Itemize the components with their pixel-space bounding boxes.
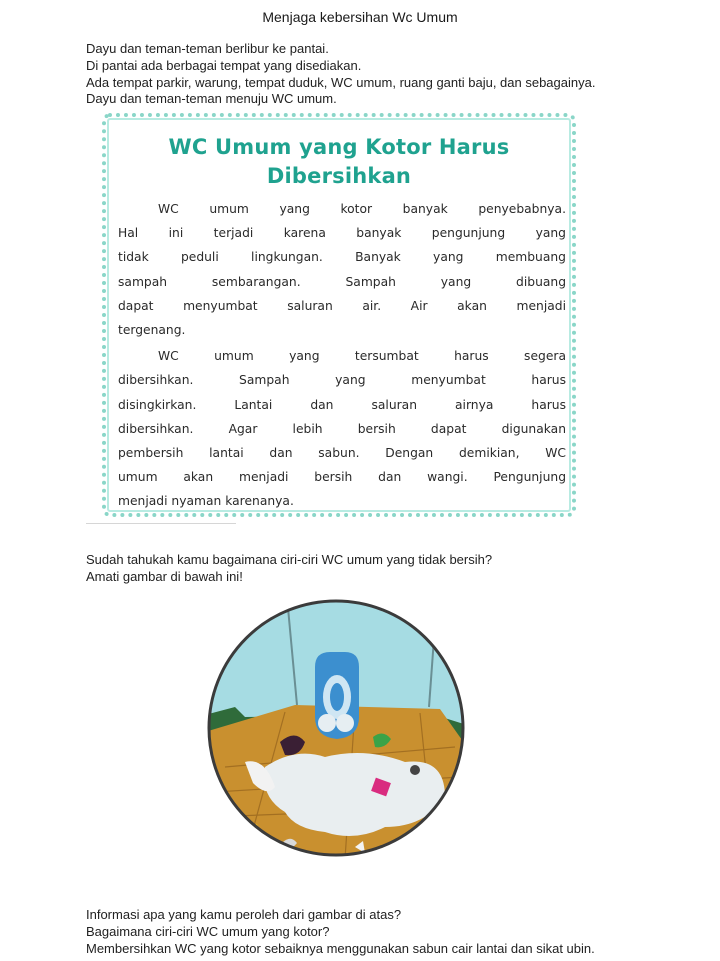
- reflection-paragraph: [86, 907, 595, 957]
- reading-line: menjadi nyaman karenanya.: [118, 494, 294, 509]
- reading-line: WC umum yang tersumbat harus segera: [158, 349, 566, 364]
- reflection-line: Informasi apa yang kamu peroleh dari gambar di atas?: [86, 907, 402, 922]
- reading-box-title-line: Dibersihkan: [266, 164, 412, 188]
- intro-line: Ada tempat parkir, warung, tempat duduk, WC umum, ruang ganti baju, dan sebagainya.: [86, 74, 596, 90]
- intro-paragraph: [86, 41, 595, 108]
- reading-line: tidak peduli lingkungan. Banyak yang membuang: [118, 250, 566, 265]
- reading-box-title: [106, 133, 572, 191]
- reflection-line: Bagaimana ciri-ciri WC umum yang kotor?: [86, 923, 330, 939]
- divider: [86, 523, 236, 524]
- instruction-line: Amati gambar di bawah ini!: [86, 568, 243, 584]
- reading-box: [102, 113, 576, 517]
- intro-line: Dayu dan teman-teman menuju WC umum.: [86, 91, 337, 107]
- intro-line: Dayu dan teman-teman berlibur ke pantai.: [86, 41, 329, 56]
- reading-line: WC umum yang kotor banyak penyebabnya.: [158, 202, 566, 216]
- reading-box-text: [118, 197, 566, 514]
- intro-line: Di pantai ada berbagai tempat yang disediakan.: [86, 57, 362, 73]
- reading-line: disingkirkan. Lantai dan saluran airnya harus: [118, 397, 566, 412]
- reading-line: umum akan menjadi bersih dan wangi. Pengunjung: [118, 470, 566, 485]
- reading-line: dapat menyumbat saluran air. Air akan menjadi: [118, 298, 566, 313]
- question-line: Sudah tahukah kamu bagaimana ciri-ciri WC umum yang tidak bersih?: [86, 552, 493, 567]
- reading-line: sampah sembarangan. Sampah yang dibuang: [118, 274, 566, 289]
- dirty-toilet-illustration: [205, 597, 467, 859]
- reading-line: tergenang.: [118, 323, 186, 338]
- reading-line: pembersih lantai dan sabun. Dengan demikian, WC: [118, 446, 566, 461]
- reading-line: dibersihkan. Sampah yang menyumbat harus: [118, 373, 566, 388]
- question-paragraph: [86, 552, 492, 586]
- reading-line: Hal ini terjadi karena banyak pengunjung yang: [118, 226, 566, 241]
- reflection-line: Membersihkan WC yang kotor sebaiknya menggunakan sabun cair lantai dan sikat ubin.: [86, 940, 595, 956]
- reading-box-title-line: WC Umum yang Kotor Harus: [168, 135, 510, 159]
- reading-line: dibersihkan. Agar lebih bersih dapat digunakan: [118, 421, 566, 436]
- page-title: Menjaga kebersihan Wc Umum: [262, 9, 458, 25]
